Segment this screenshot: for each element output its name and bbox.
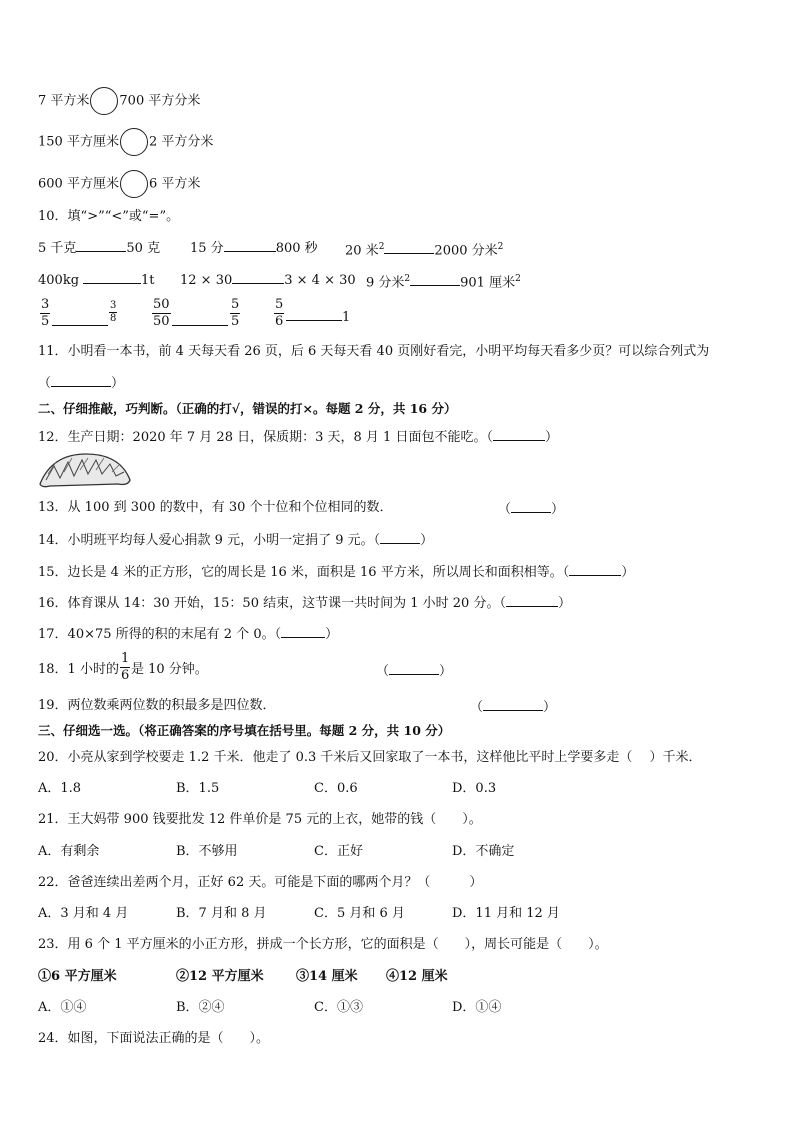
fraction: $\frac{5}{5}$ [231, 297, 240, 329]
answer-blank[interactable] [389, 661, 439, 675]
choice-1: ①6 平方厘米 [38, 969, 117, 984]
question-10-title: 10．填“>”“<”或“=”。 [38, 209, 180, 224]
question-11: 11．小明看一本书，前 4 天每天看 26 页，后 6 天每天看 40 页刚好看完，小明平均每天看多少页？可以综合列式为 [38, 344, 710, 359]
section-2-heading: 二、仔细推敲，巧判断。（正确的打√，错误的打×。每题 2 分，共 16 分） [38, 401, 457, 416]
answer-blank[interactable] [286, 307, 342, 321]
compare-circle[interactable] [120, 170, 148, 198]
question-21: 21．王大妈带 900 钱要批发 12 件单价是 75 元的上衣，她带的钱（ ）。 [38, 812, 482, 827]
section-3-heading: 三、仔细选一选。（将正确答案的序号填在括号里。每题 2 分，共 10 分） [38, 723, 451, 738]
option-a[interactable]: A．1.8 [38, 781, 82, 796]
option-a[interactable]: A．①④ [38, 1000, 87, 1015]
answer-blank[interactable] [76, 238, 126, 252]
answer-blank[interactable] [493, 427, 545, 441]
answer-blank[interactable] [172, 312, 228, 326]
fraction: $\frac{50}{50}$ [153, 297, 170, 329]
question-15: 15．边长是 4 米的正方形，它的周长是 16 米，面积是 16 平方米，所以周长和面积相等。（ ） [38, 562, 634, 582]
question-19: 19．两位数乘两位数的积最多是四位数． [38, 698, 276, 713]
compare-row-2: 150 平方厘米 2 平方分米 [38, 128, 213, 156]
question-14: 14．小明班平均每人爱心捐款 9 元，小明一定捐了 9 元。（ ） [38, 530, 433, 550]
option-b[interactable]: B．7 月和 8 月 [176, 906, 267, 921]
answer-blank[interactable] [224, 238, 276, 252]
answer-blank[interactable] [52, 312, 108, 326]
compare-row-1: 7 平方米 700 平方分米 [38, 87, 200, 115]
answer-blank[interactable] [51, 373, 111, 387]
choice-3: ③14 厘米 [296, 969, 358, 984]
option-a[interactable]: A．3 月和 4 月 [38, 906, 129, 921]
option-b[interactable]: B．不够用 [176, 844, 238, 859]
option-d[interactable]: D．①④ [452, 1000, 502, 1015]
option-c[interactable]: C．①③ [314, 1000, 363, 1015]
question-17: 17．40×75 所得的积的末尾有 2 个 0。（ ） [38, 624, 338, 644]
answer-blank[interactable] [483, 697, 543, 711]
choice-4: ④12 厘米 [386, 969, 448, 984]
option-a[interactable]: A．有剩余 [38, 844, 100, 859]
option-b[interactable]: B．②④ [176, 1000, 225, 1015]
fraction: $\frac{1}{6}$ [121, 651, 130, 683]
question-13: 13．从 100 到 300 的数中，有 30 个十位和个位相同的数． [38, 500, 393, 515]
fraction: $\frac{5}{6}$ [275, 297, 284, 329]
question-12: 12．生产日期：2020 年 7 月 28 日，保质期：3 天，8 月 1 日面包不能吃。（ ） [38, 427, 558, 447]
question-22: 22．爸爸连续出差两个月，正好 62 天。可能是下面的哪两个月？（ ） [38, 875, 483, 890]
compare-row-3: 600 平方厘米 6 平方米 [38, 170, 200, 198]
bread-image [38, 450, 134, 490]
answer-blank[interactable] [83, 270, 141, 284]
option-c[interactable]: C．5 月和 6 月 [314, 906, 405, 921]
option-d[interactable]: D．0.3 [452, 781, 497, 796]
q10-row2: 400kg 1t [38, 270, 155, 290]
answer-blank[interactable] [380, 530, 420, 544]
question-23: 23．用 6 个 1 平方厘米的小正方形，拼成一个长方形，它的面积是（ ），周长可能是（ ）。 [38, 937, 608, 952]
answer-blank[interactable] [281, 624, 325, 638]
answer-blank[interactable] [511, 499, 551, 513]
option-b[interactable]: B．1.5 [176, 781, 220, 796]
option-c[interactable]: C．正好 [314, 844, 363, 859]
option-d[interactable]: D．11 月和 12 月 [452, 906, 560, 921]
answer-blank[interactable] [384, 240, 434, 254]
option-d[interactable]: D．不确定 [452, 844, 515, 859]
option-c[interactable]: C．0.6 [314, 781, 358, 796]
choice-2: ②12 平方厘米 [176, 969, 264, 984]
q10-row1: 5 千克 50 克 [38, 238, 160, 258]
question-18: 18．1 小时的 是 10 分钟。 [38, 662, 208, 677]
answer-blank[interactable] [569, 562, 621, 576]
fraction: $\frac{3}{8}$ [110, 300, 117, 324]
compare-circle[interactable] [90, 87, 118, 115]
answer-blank[interactable] [506, 593, 558, 607]
answer-blank[interactable] [410, 272, 460, 286]
fraction: $\frac{3}{5}$ [41, 297, 50, 329]
question-20: 20．小亮从家到学校要走 1.2 千米．他走了 0.3 千米后又回家取了一本书，这样他比平时上学要多走（ ）千米． [38, 750, 702, 765]
answer-blank[interactable] [232, 270, 284, 284]
compare-circle[interactable] [120, 128, 148, 156]
question-24: 24．如图，下面说法正确的是（ ）。 [38, 1031, 270, 1046]
question-16: 16．体育课从 14：30 开始，15：50 结束，这节课一共时间为 1 小时 20 分。（ ） [38, 593, 571, 613]
